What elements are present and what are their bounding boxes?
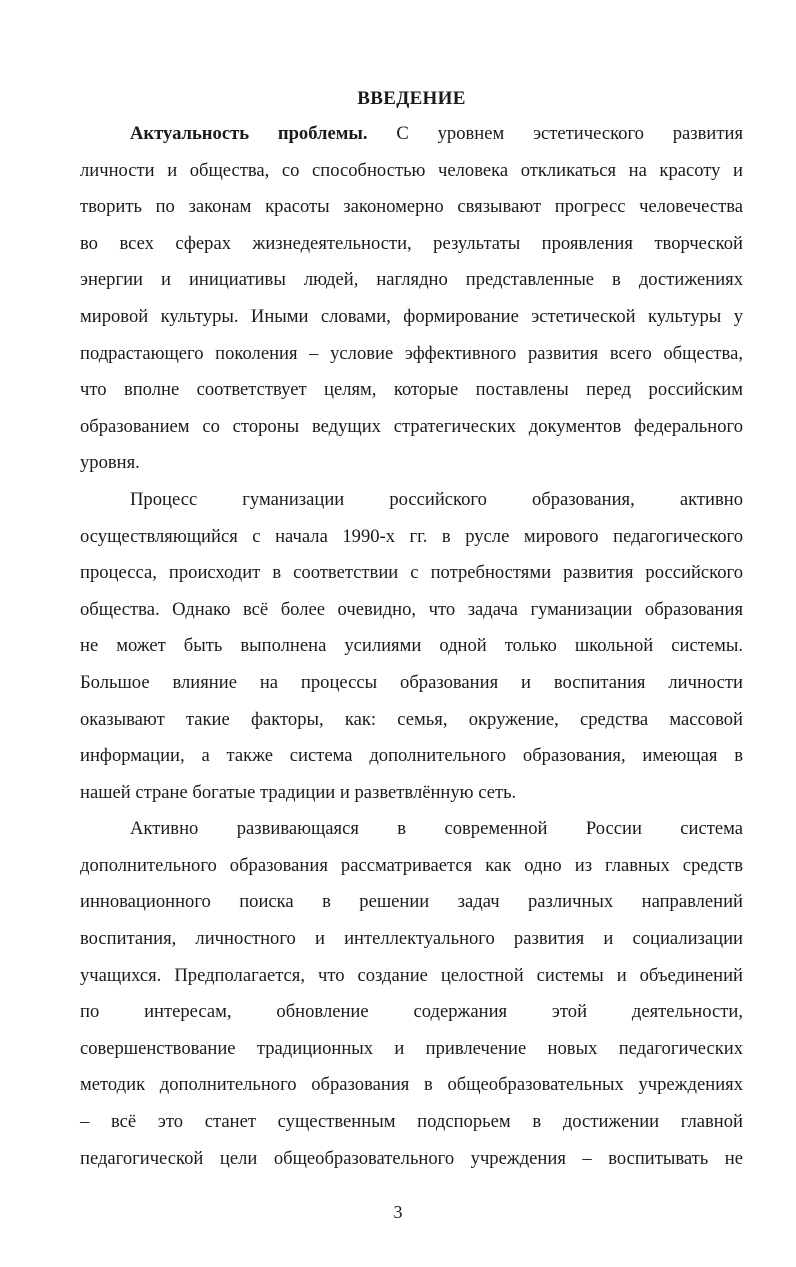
paragraph-line: что вполне соответствует целям, которые поставлены перед российским: [80, 379, 743, 401]
paragraph-line: творить по законам красоты закономерно связывают прогресс человечества: [80, 196, 743, 218]
paragraph-line: образованием со стороны ведущих стратегических документов федерального: [80, 415, 743, 437]
paragraph-line: информации, а также система дополнительного образования, имеющая в: [80, 745, 743, 767]
paragraph-1: [80, 116, 743, 482]
paragraph-line: воспитания, личностного и интеллектуального развития и социализации: [80, 928, 743, 950]
paragraph-line: методик дополнительного образования в общеобразовательных учреждениях: [80, 1074, 743, 1096]
paragraph-line: оказывают такие факторы, как: семья, окружение, средства массовой: [80, 708, 743, 730]
paragraph-line: нашей стране богатые традиции и разветвлённую сеть.: [80, 781, 517, 803]
paragraph-line: Процесс гуманизации российского образования, активно: [130, 488, 743, 510]
paragraph-line: не может быть выполнена усилиями одной только школьной системы.: [80, 635, 743, 657]
paragraph-3: [80, 811, 743, 1177]
paragraph-line: – всё это станет существенным подспорьем в достижении главной: [80, 1111, 743, 1133]
paragraph-line: подрастающего поколения – условие эффективного развития всего общества,: [80, 342, 743, 364]
paragraph-line: личности и общества, со способностью человека откликаться на красоту и: [80, 159, 743, 181]
paragraph-line: инновационного поиска в решении задач различных направлений: [80, 891, 743, 913]
lead-term: Актуальность проблемы.: [130, 123, 368, 144]
document-page: [80, 84, 743, 1177]
paragraph-line: по интересам, обновление содержания этой деятельности,: [80, 1001, 743, 1023]
paragraph-line: [80, 116, 743, 153]
paragraph-line: мировой культуры. Иными словами, формирование эстетической культуры у: [80, 305, 743, 327]
paragraph-line: Активно развивающаяся в современной России система: [130, 818, 743, 840]
paragraph-line: во всех сферах жизнедеятельности, результаты проявления творческой: [80, 232, 743, 254]
page-number: 3: [393, 1202, 403, 1222]
paragraph-line: дополнительного образования рассматривается как одно из главных средств: [80, 854, 743, 876]
paragraph-line: педагогической цели общеобразовательного учреждения – воспитывать не: [80, 1147, 743, 1169]
paragraph-2: [80, 482, 743, 811]
paragraph-line: учащихся. Предполагается, что создание целостной системы и объединений: [80, 964, 743, 986]
section-heading: ВВЕДЕНИЕ: [357, 88, 466, 109]
paragraph-line: осуществляющийся с начала 1990-х гг. в русле мирового педагогического: [80, 525, 743, 547]
paragraph-line: общества. Однако всё более очевидно, что задача гуманизации образования: [80, 598, 743, 620]
paragraph-line: Большое влияние на процессы образования и воспитания личности: [80, 671, 743, 693]
line-text: С уровнем эстетического развития: [367, 123, 743, 144]
paragraph-line: энергии и инициативы людей, наглядно представленные в достижениях: [80, 269, 743, 291]
paragraph-line: совершенствование традиционных и привлечение новых педагогических: [80, 1037, 743, 1059]
paragraph-line: уровня.: [80, 452, 140, 474]
paragraph-line: процесса, происходит в соответствии с потребностями развития российского: [80, 562, 743, 584]
